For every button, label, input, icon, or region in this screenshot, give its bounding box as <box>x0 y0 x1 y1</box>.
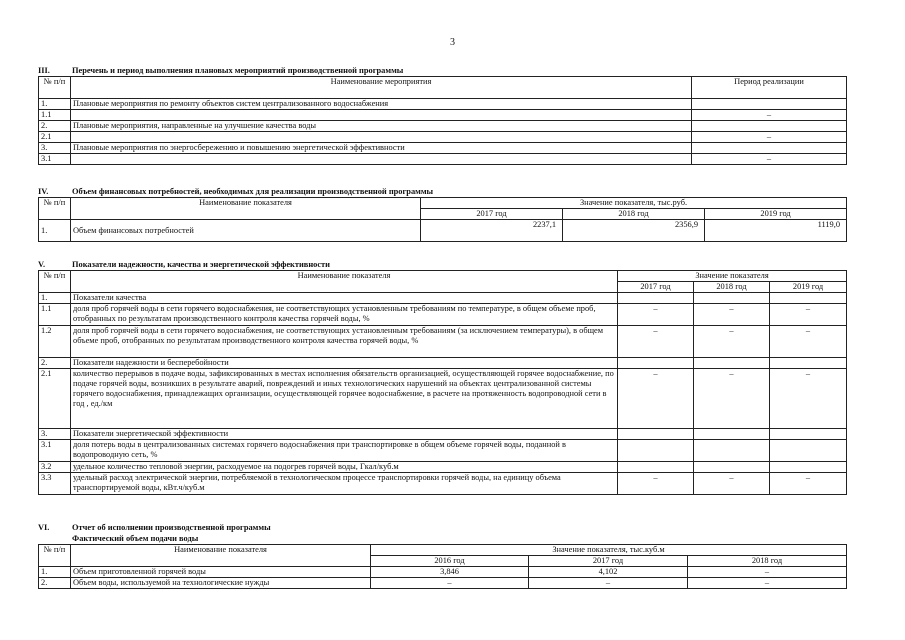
row-value <box>694 440 770 462</box>
table-row <box>39 154 847 165</box>
row-value: – <box>694 304 770 326</box>
header-no: № п/п <box>39 198 71 220</box>
row-no: 3. <box>39 143 71 154</box>
header-value: Значение показателя, тыс.куб.м <box>371 545 847 556</box>
row-value: – <box>371 578 529 589</box>
row-name: доля проб горячей воды в сети горячего водоснабжения, не соответствующих установленным требованиям (за исключением температуры), в общем объеме проб, отобранных по результатам производственного контроля качества горячей воды, % <box>71 326 618 358</box>
row-value: – <box>770 473 847 495</box>
header-year: 2018 год <box>694 282 770 293</box>
row-value: – <box>694 473 770 495</box>
row-period: – <box>692 132 847 143</box>
table-header-row <box>39 198 847 209</box>
header-year: 2017 год <box>421 209 563 220</box>
table-row <box>39 132 847 143</box>
row-name: Плановые мероприятия по ремонту объектов систем централизованного водоснабжения <box>71 99 692 110</box>
row-value <box>694 293 770 304</box>
row-period <box>692 99 847 110</box>
row-no: 1. <box>39 567 71 578</box>
row-value: – <box>770 326 847 358</box>
row-name: доля проб горячей воды в сети горячего водоснабжения, не соответствующих установленным требованиям по температуре, в общем объеме проб, отобранных по результатам производственного контроля качества горячей воды, % <box>71 304 618 326</box>
row-value: 2237,1 <box>421 220 563 242</box>
row-name: Показатели энергетической эффективности <box>71 429 618 440</box>
row-no: 3.1 <box>39 440 71 462</box>
header-name: Наименование мероприятия <box>71 77 692 99</box>
table-row <box>39 220 847 242</box>
row-no: 1.2 <box>39 326 71 358</box>
row-no: 2. <box>39 358 71 369</box>
table-header-row <box>39 77 847 99</box>
row-name: Объем приготовленной горячей воды <box>71 567 371 578</box>
row-value: – <box>770 304 847 326</box>
header-name: Наименование показателя <box>71 198 421 220</box>
table-row <box>39 304 847 326</box>
section-3-heading <box>38 65 846 76</box>
row-no: 1. <box>39 220 71 242</box>
row-value: 3,846 <box>371 567 529 578</box>
row-value <box>694 462 770 473</box>
row-value <box>770 462 847 473</box>
row-name: Показатели надежности и бесперебойности <box>71 358 618 369</box>
row-value: – <box>618 369 694 429</box>
section-5 <box>38 259 846 495</box>
row-value <box>618 462 694 473</box>
table-row <box>39 369 847 429</box>
row-name <box>71 132 692 143</box>
row-no: 1.1 <box>39 304 71 326</box>
section-4-number: IV. <box>38 187 49 196</box>
row-value: – <box>694 369 770 429</box>
header-year: 2018 год <box>688 556 847 567</box>
table-header-row <box>39 271 847 282</box>
row-no: 3.1 <box>39 154 71 165</box>
row-name: Объем финансовых потребностей <box>71 220 421 242</box>
row-no: 2.1 <box>39 132 71 143</box>
table-header-row <box>39 545 847 556</box>
header-no: № п/п <box>39 77 71 99</box>
header-value: Значение показателя, тыс.руб. <box>421 198 847 209</box>
row-value <box>694 358 770 369</box>
page-number: 3 <box>450 37 455 48</box>
row-no: 2.1 <box>39 369 71 429</box>
row-value <box>770 429 847 440</box>
header-year: 2019 год <box>770 282 847 293</box>
section-4-heading <box>38 186 846 197</box>
row-value: – <box>688 567 847 578</box>
row-value <box>618 358 694 369</box>
header-value: Значение показателя <box>618 271 847 282</box>
section-5-heading <box>38 259 846 270</box>
section-3-number: III. <box>38 66 50 75</box>
row-value: 1119,0 <box>705 220 847 242</box>
header-year: 2017 год <box>529 556 688 567</box>
row-no: 1. <box>39 99 71 110</box>
section-3-title: Перечень и период выполнения плановых мероприятий производственной программы <box>72 66 404 75</box>
section-6-subtitle: Фактический объем подачи воды <box>72 534 199 543</box>
row-value <box>770 358 847 369</box>
row-name: Объем воды, используемой на технологические нужды <box>71 578 371 589</box>
row-no: 1.1 <box>39 110 71 121</box>
section-5-table <box>38 270 847 495</box>
row-value: – <box>529 578 688 589</box>
row-value: – <box>694 326 770 358</box>
row-period: – <box>692 110 847 121</box>
table-row <box>39 567 847 578</box>
header-no: № п/п <box>39 545 71 567</box>
row-value <box>770 440 847 462</box>
row-no: 3. <box>39 429 71 440</box>
table-row <box>39 462 847 473</box>
header-year: 2017 год <box>618 282 694 293</box>
row-name: Плановые мероприятия по энергосбережению и повышению энергетической эффективности <box>71 143 692 154</box>
table-row <box>39 473 847 495</box>
table-row <box>39 143 847 154</box>
section-4 <box>38 186 846 242</box>
row-name: удельное количество тепловой энергии, расходуемое на подогрев горячей воды, Гкал/куб.м <box>71 462 618 473</box>
row-value <box>618 440 694 462</box>
row-value: – <box>770 369 847 429</box>
table-row <box>39 578 847 589</box>
row-no: 2. <box>39 578 71 589</box>
row-value: – <box>618 326 694 358</box>
section-6-title: Отчет об исполнении производственной программы <box>72 523 271 532</box>
section-4-table <box>38 197 847 242</box>
row-period: – <box>692 154 847 165</box>
table-row <box>39 440 847 462</box>
section-4-title: Объем финансовых потребностей, необходимых для реализации производственной программы <box>72 187 434 196</box>
table-row <box>39 110 847 121</box>
row-period <box>692 121 847 132</box>
section-6-heading <box>38 522 846 533</box>
header-no: № п/п <box>39 271 71 293</box>
row-no: 1. <box>39 293 71 304</box>
row-value: – <box>618 473 694 495</box>
row-value <box>770 293 847 304</box>
section-5-title: Показатели надежности, качества и энергетической эффективности <box>72 260 330 269</box>
header-period: Период реализации <box>692 77 847 99</box>
row-value <box>618 429 694 440</box>
header-name: Наименование показателя <box>71 545 371 567</box>
table-row-group <box>39 358 847 369</box>
row-value <box>694 429 770 440</box>
row-name <box>71 110 692 121</box>
header-year: 2016 год <box>371 556 529 567</box>
row-value: 2356,9 <box>563 220 705 242</box>
row-period <box>692 143 847 154</box>
section-5-number: V. <box>38 260 46 269</box>
row-value: – <box>618 304 694 326</box>
row-name: доля потерь воды в централизованных системах горячего водоснабжения при транспортировке в общем объеме горячей воды, поданной в водопроводную сеть, % <box>71 440 618 462</box>
row-no: 2. <box>39 121 71 132</box>
section-6-table <box>38 544 847 589</box>
row-name: количество перерывов в подаче воды, зафиксированных в местах исполнения обязательств организацией, осуществляющей горячее водоснабжение, по подаче горячей воды, возникших в результате аварий, повреждений и иных технологических нарушений на объектах централизованной системы горячего водоснабжения, принадлежащих организации, осуществляющей горячее водоснабжение, в расчете на протяженность водопроводной сети в год , ед./км <box>71 369 618 429</box>
row-value: – <box>688 578 847 589</box>
header-name: Наименование показателя <box>71 271 618 293</box>
header-year: 2018 год <box>563 209 705 220</box>
row-no: 3.2 <box>39 462 71 473</box>
row-name: Показатели качества <box>71 293 618 304</box>
row-value <box>618 293 694 304</box>
row-name: удельный расход электрической энергии, потребляемой в технологическом процессе транспортировки горячей воды, на единицу объема транспортируемой воды, кВт.ч/куб.м <box>71 473 618 495</box>
table-row-group <box>39 293 847 304</box>
section-6-number: VI. <box>38 523 50 532</box>
row-value: 4,102 <box>529 567 688 578</box>
table-row <box>39 326 847 358</box>
row-name <box>71 154 692 165</box>
table-row <box>39 121 847 132</box>
row-name: Плановые мероприятия, направленные на улучшение качества воды <box>71 121 692 132</box>
row-no: 3.3 <box>39 473 71 495</box>
section-3-table <box>38 76 847 165</box>
header-year: 2019 год <box>705 209 847 220</box>
section-6 <box>38 522 846 589</box>
section-3 <box>38 65 846 165</box>
table-row-group <box>39 429 847 440</box>
table-row <box>39 99 847 110</box>
